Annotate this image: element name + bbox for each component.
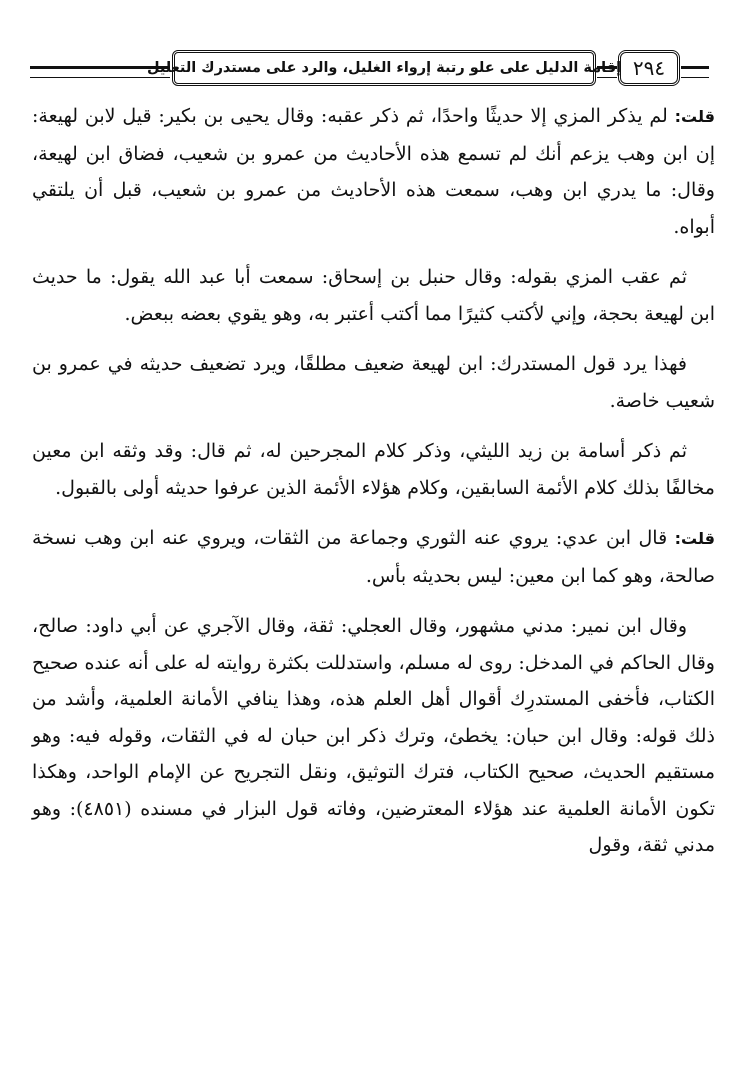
- page-header: [22, 48, 722, 92]
- paragraph-text: فهذا يرد قول المستدرك: ابن لهيعة ضعيف مطلقًا، ويرد تضعيف حديثه في عمرو بن شعيب خاصة.: [32, 353, 715, 412]
- paragraph-lead: قلت:: [674, 107, 715, 126]
- running-title: [146, 50, 622, 86]
- paragraph-lead: قلت:: [674, 529, 715, 548]
- header-rule-right: [681, 66, 709, 78]
- paragraph: [32, 259, 715, 332]
- paragraph-text: ثم ذكر أسامة بن زيد الليثي، وذكر كلام المجرحين له، ثم قال: وقد وثقه ابن معين مخالفًا بذلك كلام الأئمة السابقين، وكلام هؤلاء الأئمة الذين عرفوا حديثه أولى بالقبول.: [32, 440, 715, 499]
- paragraph: [32, 520, 715, 594]
- paragraph-text: لم يذكر المزي إلا حديثًا واحدًا، ثم ذكر عقبه: وقال يحيى بن بكير: قيل لابن لهيعة: إن ابن وهب يزعم أنك لم تسمع هذه الأحاديث من عمرو بن شعيب، فضاق ابن لهيعة، وقال: ما يدري ابن وهب، سمعت هذه الأحاديث من عمرو بن شعيب، قبل أن يلتقي أبواه.: [32, 105, 715, 238]
- page-number: [618, 50, 680, 86]
- paragraph: [32, 98, 715, 245]
- paragraph-text: قال ابن عدي: يروي عنه الثوري وجماعة من الثقات، ويروي عنه ابن وهب نسخة صالحة، وهو كما ابن معين: ليس بحديثه بأس.: [32, 527, 715, 587]
- paragraph-text: ثم عقب المزي بقوله: وقال حنبل بن إسحاق: سمعت أبا عبد الله يقول: ما حديث ابن لهيعة بحجة، وإني لأكتب كثيرًا مما أكتب أعتبر به، وهو يقوي بعضه ببعض.: [32, 266, 715, 325]
- running-title-text: إقامة الدليل على علو رتبة إرواء الغليل، والرد على مستدرك التعليل: [146, 60, 622, 76]
- paragraph: [32, 608, 715, 864]
- page-number-text: ٢٩٤: [632, 56, 666, 80]
- paragraph-text: وقال ابن نمير: مدني مشهور، وقال العجلي: ثقة، وقال الآجري عن أبي داود: صالح، وقال الحاكم في المدخل: روى له مسلم، واستدللت بكثرة روايته له على أنه عنده صحيح الكتاب، فأخفى المستدرِك أقوال أهل العلم هذه، وهذا ينافي الأمانة العلمية، وأشد من ذلك قوله: وقال ابن حبان: يخطئ، وترك ذكر ابن حبان له في الثقات، وقوله فيه: وهو مستقيم الحديث، صحيح الكتاب، فترك التوثيق، ونقل التجريح عن الإمام الواحد، وهكذا تكون الأمانة العلمية عند هؤلاء المعترضين، وفاته قول البزار في مسنده (٤٨٥١): وهو مدني ثقة، وقول: [32, 615, 715, 856]
- paragraph: [32, 433, 715, 506]
- header-rule-middle: [597, 66, 617, 78]
- paragraph: [32, 346, 715, 419]
- page-body: [32, 98, 715, 878]
